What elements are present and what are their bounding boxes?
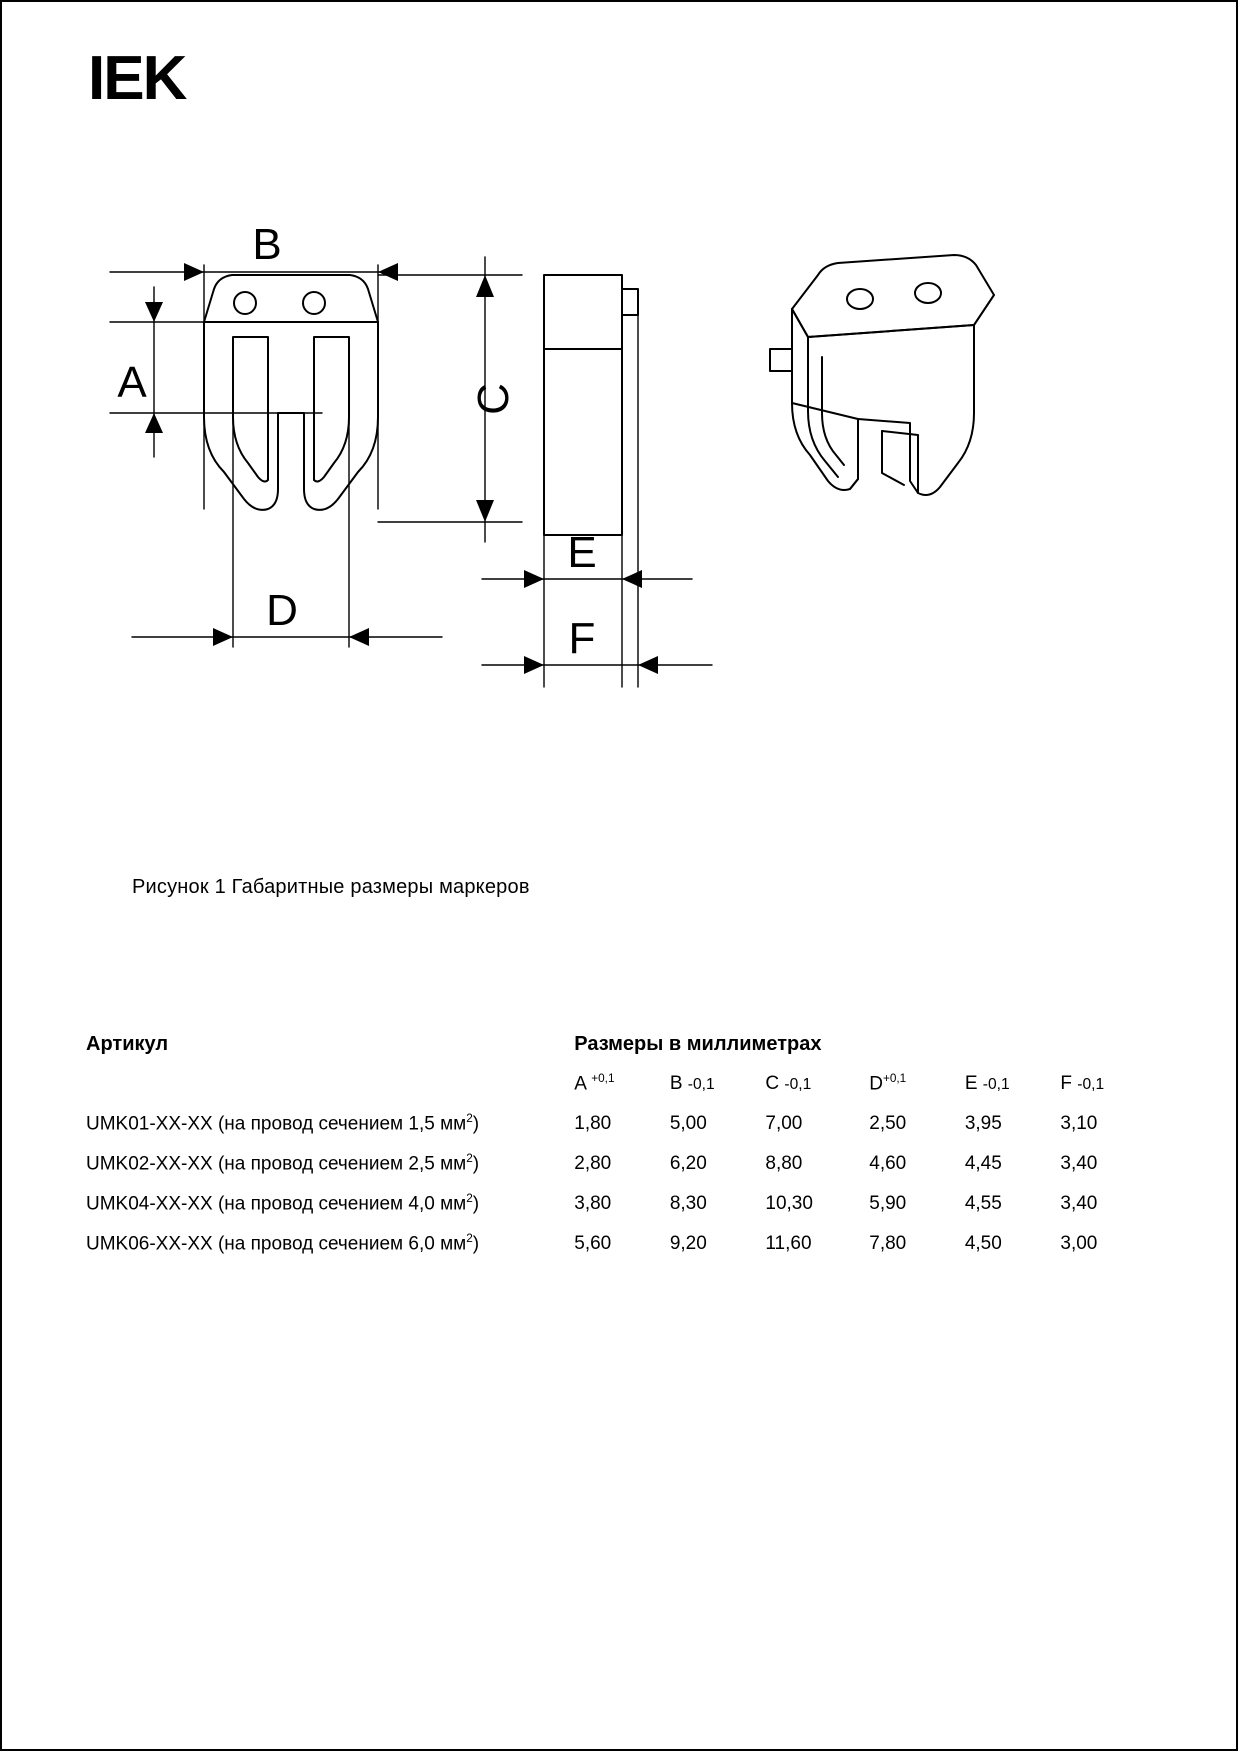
- cell-b: 8,30: [669, 1193, 707, 1214]
- cell-f: 3,40: [1060, 1153, 1098, 1174]
- cell-e: 3,95: [964, 1113, 1002, 1134]
- dimension-drawing: [92, 217, 1142, 737]
- cell-a: 2,80: [574, 1153, 612, 1174]
- header-col-b: B -0,1: [669, 1073, 715, 1094]
- row-article: UMK06-XX-XX (на провод сечением 6,0 $мм^2$): [86, 1232, 480, 1255]
- cell-a: 1,80: [574, 1113, 612, 1134]
- cell-b: 5,00: [669, 1113, 707, 1134]
- cell-d: 2,50: [869, 1113, 907, 1134]
- row-article: UMK04-XX-XX (на провод сечением 4,0 $мм^2$): [86, 1192, 480, 1215]
- cell-f: 3,00: [1060, 1233, 1098, 1254]
- header-col-d: $D^{+0,1}$: [869, 1072, 907, 1095]
- row-article: UMK02-XX-XX (на провод сечением 2,5 $мм^2$): [86, 1152, 480, 1175]
- table-header-row-1: [86, 1024, 1156, 1064]
- dimension-label-a: A: [117, 358, 147, 407]
- header-article: Артикул: [86, 1032, 169, 1055]
- cell-e: 4,55: [964, 1193, 1002, 1214]
- cell-b: 9,20: [669, 1233, 707, 1254]
- table-row: [86, 1184, 1156, 1224]
- header-col-c: C -0,1: [765, 1073, 812, 1094]
- cell-e: 4,45: [964, 1153, 1002, 1174]
- header-col-a: A $^{+0,1}$: [574, 1072, 615, 1095]
- cell-c: 8,80: [765, 1153, 803, 1174]
- cell-f: 3,10: [1060, 1113, 1098, 1134]
- table-row: [86, 1144, 1156, 1184]
- dimension-label-f: F: [568, 614, 596, 663]
- cell-c: 10,30: [765, 1193, 813, 1214]
- cell-e: 4,50: [964, 1233, 1002, 1254]
- iek-logo: IEK: [88, 44, 186, 113]
- row-article: UMK01-XX-XX (на провод сечением 1,5 $мм^2$): [86, 1112, 480, 1135]
- cell-a: 5,60: [574, 1233, 612, 1254]
- cell-d: 7,80: [869, 1233, 907, 1254]
- dimension-label-b: B: [252, 220, 282, 269]
- header-dimensions: Размеры в миллиметрах: [574, 1032, 822, 1055]
- cell-d: 4,60: [869, 1153, 907, 1174]
- cell-f: 3,40: [1060, 1193, 1098, 1214]
- cell-d: 5,90: [869, 1193, 907, 1214]
- dimension-label-e: E: [567, 528, 597, 577]
- figure-caption: Рисунок 1 Габаритные размеры маркеров: [132, 876, 530, 898]
- header-article-spacer: [86, 1064, 574, 1104]
- cell-c: 7,00: [765, 1113, 803, 1134]
- cell-a: 3,80: [574, 1193, 612, 1214]
- dimension-label-d: D: [266, 586, 298, 635]
- header-col-f: F -0,1: [1060, 1073, 1105, 1094]
- table-row: [86, 1104, 1156, 1144]
- cell-c: 11,60: [765, 1233, 812, 1254]
- dimension-label-c: C: [469, 383, 518, 415]
- cell-b: 6,20: [669, 1153, 707, 1174]
- table-row: [86, 1224, 1156, 1264]
- header-col-e: E -0,1: [964, 1073, 1010, 1094]
- specifications-table: [86, 1024, 1156, 1264]
- table-header-row-2: [86, 1064, 1156, 1104]
